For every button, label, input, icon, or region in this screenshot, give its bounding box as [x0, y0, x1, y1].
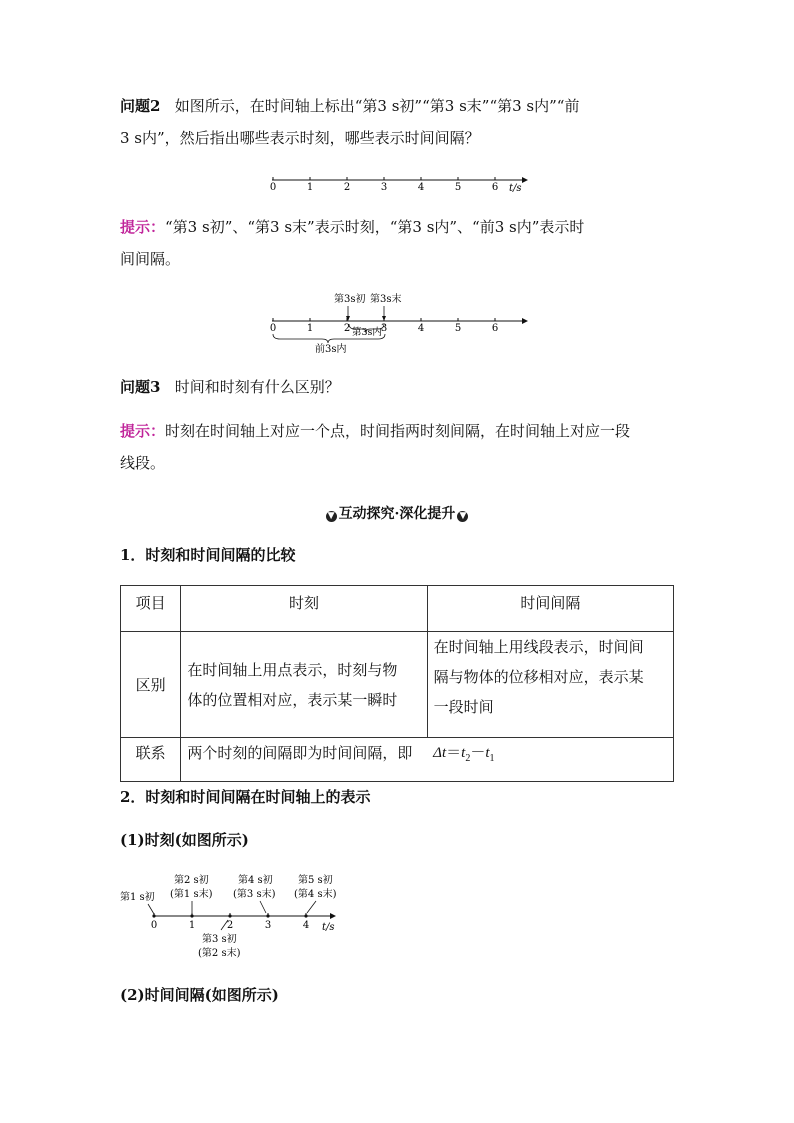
- timeline-figure-2: [260, 288, 540, 358]
- subheading-interval: (2)时间间隔(如图所示): [120, 986, 279, 1004]
- axis-tick-label: 6: [491, 182, 499, 193]
- down-arrow-icon: ▼: [457, 511, 468, 522]
- comparison-table: [120, 585, 674, 782]
- label-start-3rd-second: 第3 s初: [202, 934, 237, 945]
- axis-tick-label: 2: [226, 920, 234, 931]
- interval-description-line-3: 一段时间: [433, 698, 494, 716]
- subheading-moment: (1)时刻(如图所示): [120, 831, 249, 849]
- formula-sub-2: 2: [465, 753, 471, 764]
- moment-point: [152, 914, 155, 917]
- pointer-line: [260, 901, 266, 913]
- hint-3-text-1: 时刻在时间轴上对应一个点，时间指两时刻间隔，在时间轴上对应一段: [165, 422, 631, 440]
- axis-tick-label: 3: [264, 920, 272, 931]
- formula-t2: t: [461, 745, 466, 761]
- end-of-3rd-second-label: 第3s末: [370, 294, 402, 305]
- axis-unit-label: t/s: [322, 922, 335, 933]
- axis-tick-label: 5: [454, 323, 462, 334]
- moment-description-line-1: 在时间轴上用点表示，时刻与物: [187, 660, 398, 679]
- axis-tick-label: 2: [343, 323, 351, 334]
- section-title: [0, 503, 794, 523]
- table-row-difference: [121, 632, 674, 738]
- axis-arrow-icon: [522, 177, 528, 183]
- row-label-difference: 区别: [121, 632, 181, 738]
- formula-delta-t: Δt: [433, 745, 447, 761]
- hint-3-text-2: 线段。: [120, 454, 166, 472]
- hint-2-line-1: [120, 212, 676, 242]
- axis-tick-label: 0: [150, 920, 158, 931]
- row-label-relation: 联系: [121, 738, 181, 782]
- axis-tick-label: 1: [306, 323, 314, 334]
- heading-representation: 2．时刻和时间间隔在时间轴上的表示: [120, 788, 371, 806]
- label-start-2nd-second: 第2 s初: [174, 875, 209, 886]
- table-header-moment: 时刻: [181, 586, 427, 632]
- heading-comparison: 1．时刻和时间间隔的比较: [120, 546, 296, 564]
- axis-unit-label: t/s: [509, 183, 522, 194]
- axis-tick-label: 0: [269, 182, 277, 193]
- section-title-text: 互动探究·深化提升: [338, 506, 456, 522]
- formula-minus: －: [470, 745, 486, 761]
- axis-arrow-icon: [330, 913, 336, 919]
- moment-point: [266, 914, 269, 917]
- interval-description: [427, 632, 673, 738]
- question-3-text: 时间和时刻有什么区别？: [174, 378, 340, 396]
- table-header-interval: 时间间隔: [427, 586, 673, 632]
- first-three-seconds-label: 前3s内: [315, 344, 347, 355]
- table-header-item: 项目: [121, 586, 181, 632]
- pointer-line: [307, 901, 316, 913]
- relation-text: 两个时刻的间隔即为时间间隔，即: [181, 738, 427, 782]
- table-header-row: [121, 586, 674, 632]
- question-3: [120, 372, 676, 402]
- hint-3-label: 提示：: [120, 422, 166, 440]
- hint-2-text-1: “第3 s初”、“第3 s末”表示时刻，“第3 s内”、“前3 s内”表示时: [165, 218, 585, 236]
- table-row-relation: [121, 738, 674, 782]
- axis-tick-label: 0: [269, 323, 277, 334]
- question-2: [120, 91, 676, 153]
- formula-t1: t: [485, 745, 490, 761]
- axis-tick-label: 6: [491, 323, 499, 334]
- question-2-text-1: 如图所示，在时间轴上标出“第3 s初”“第3 s末”“第3 s内”“前: [174, 97, 580, 115]
- axis-tick-label: 3: [380, 182, 388, 193]
- moment-point: [190, 914, 193, 917]
- moment-description-line-2: 体的位置相对应，表示某一瞬时: [187, 690, 398, 709]
- question-2-line-1: [120, 91, 676, 121]
- label-end-1st-second: (第1 s末): [170, 889, 213, 900]
- question-3-label: 问题3: [120, 378, 161, 396]
- question-2-text-2: 3 s内”，然后指出哪些表示时刻，哪些表示时间间隔？: [120, 129, 480, 147]
- formula-sub-1: 1: [489, 753, 495, 764]
- hint-3-line-1: [120, 416, 676, 446]
- start-of-3rd-second-label: 第3s初: [334, 294, 366, 305]
- axis-tick-label: 4: [417, 323, 425, 334]
- axis-tick-label: 4: [302, 920, 310, 931]
- axis-tick-label: 1: [306, 182, 314, 193]
- axis-tick-label: 3: [380, 323, 388, 334]
- interval-description-line-1: 在时间轴上用线段表示，时间间: [433, 638, 644, 656]
- axis-tick-label: 2: [343, 182, 351, 193]
- hint-2-text-2: 间间隔。: [120, 250, 181, 268]
- moment-point: [228, 914, 231, 917]
- axis-arrow-icon: [522, 318, 528, 324]
- relation-formula: [427, 738, 673, 782]
- third-second-label: 第3s内: [352, 327, 382, 338]
- moment-description: [181, 632, 427, 738]
- axis-tick-label: 4: [417, 182, 425, 193]
- label-end-2nd-second: (第2 s末): [198, 948, 241, 959]
- axis-tick-label: 5: [454, 182, 462, 193]
- formula-equals: ＝: [446, 745, 462, 761]
- label-start-4th-second: 第4 s初: [238, 875, 273, 886]
- interval-description-line-2: 隔与物体的位移相对应，表示某: [433, 668, 644, 686]
- label-start-1st-second: 第1 s初: [120, 892, 155, 903]
- question-2-label: 问题2: [120, 97, 161, 115]
- label-start-5th-second: 第5 s初: [298, 875, 333, 886]
- hint-2: [120, 212, 676, 274]
- down-arrow-icon: ▼: [326, 511, 337, 522]
- timeline-figure-3: [118, 870, 348, 960]
- label-end-4th-second: (第4 s末): [294, 889, 337, 900]
- label-end-3rd-second: (第3 s末): [233, 889, 276, 900]
- pointer-line: [148, 904, 154, 914]
- axis-tick-label: 1: [188, 920, 196, 931]
- timeline-figure-1: [260, 174, 540, 196]
- hint-2-label: 提示：: [120, 218, 166, 236]
- moment-point: [304, 914, 307, 917]
- hint-3: [120, 416, 676, 478]
